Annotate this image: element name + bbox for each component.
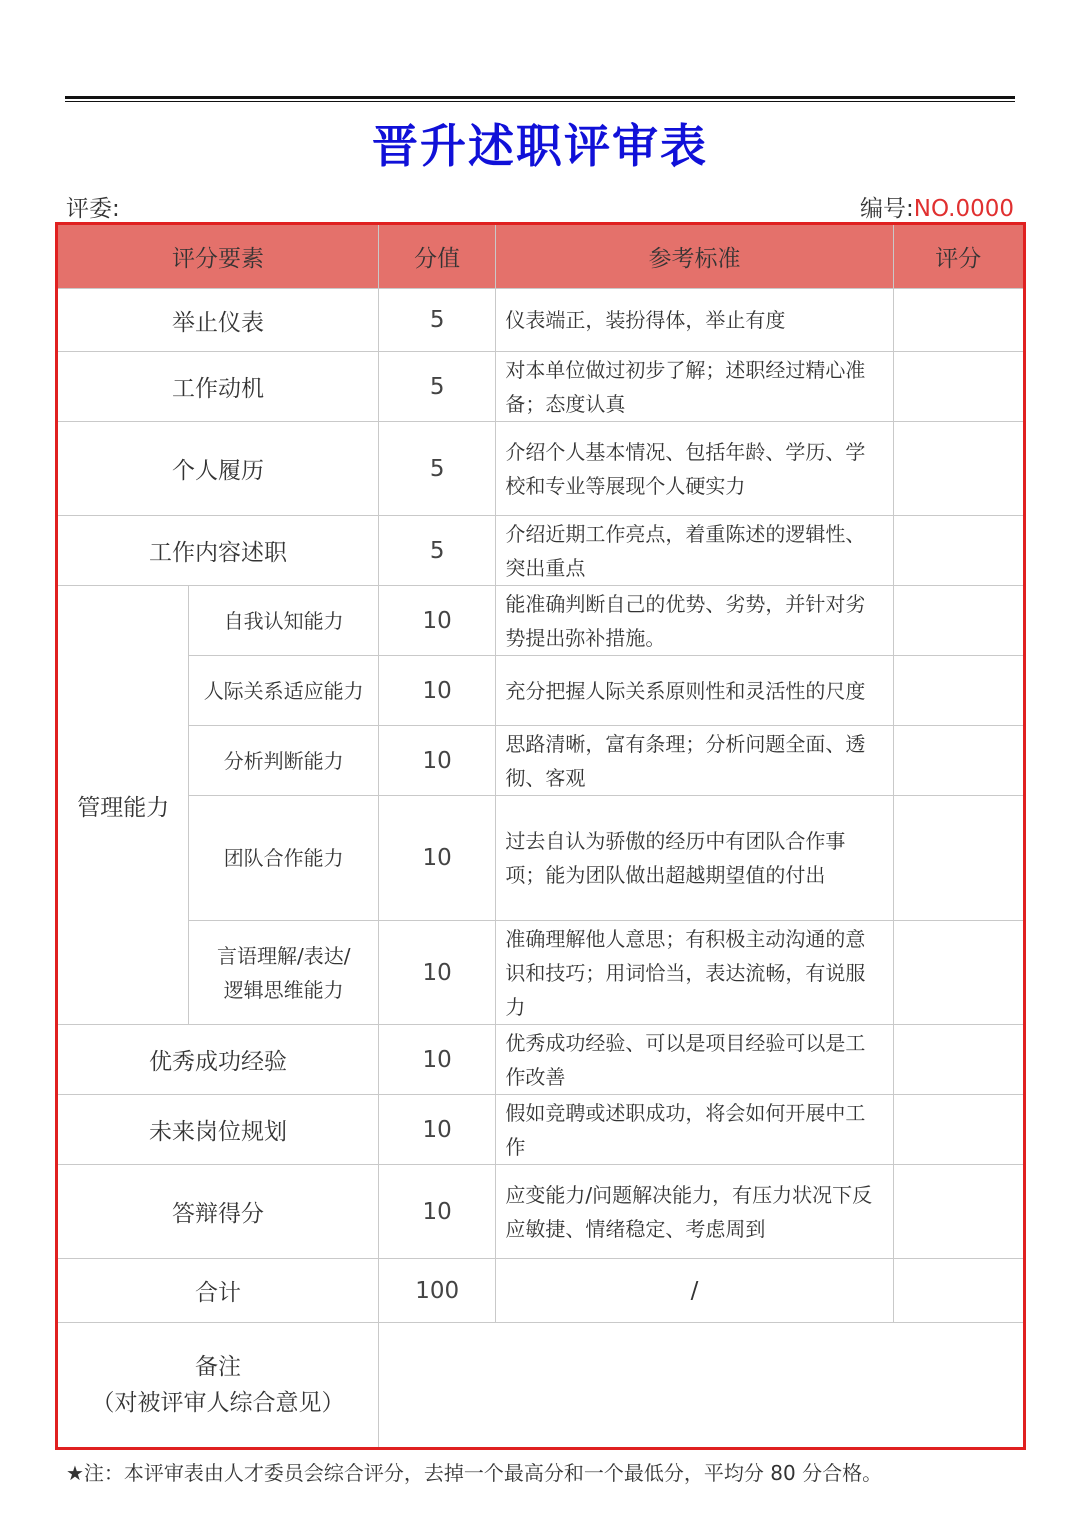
table-row: [57, 1165, 1025, 1259]
top-rule-thick: [65, 96, 1015, 99]
rating-cell[interactable]: [893, 289, 1024, 352]
table-row: [57, 289, 1025, 352]
remark-label: 备注: [194, 1354, 241, 1380]
row-standard: 对本单位做过初步了解；述职经过精心准备；态度认真: [496, 352, 893, 422]
row-standard: 介绍个人基本情况、包括年龄、学历、学校和专业等展现个人硬实力: [496, 422, 893, 516]
row-score: 10: [378, 796, 495, 921]
row-standard: 优秀成功经验、可以是项目经验可以是工作改善: [496, 1025, 893, 1095]
row-standard: 仪表端正，装扮得体，举止有度: [496, 289, 893, 352]
sub-item: 团队合作能力: [189, 796, 379, 921]
row-item: 工作内容述职: [57, 516, 379, 586]
table-header-row: [57, 224, 1025, 289]
form-number: [860, 190, 1014, 223]
number-value: NO.0000: [913, 196, 1014, 222]
total-row: [57, 1259, 1025, 1323]
row-item: 举止仪表: [57, 289, 379, 352]
row-standard: 应变能力/问题解决能力，有压力状况下反应敏捷、情绪稳定、考虑周到: [496, 1165, 893, 1259]
total-standard: /: [496, 1259, 893, 1323]
column-header-rating: 评分: [893, 224, 1024, 289]
reviewer-label: 评委:: [66, 196, 120, 222]
table-row: [57, 726, 1025, 796]
rating-cell[interactable]: [893, 796, 1024, 921]
row-item: 工作动机: [57, 352, 379, 422]
rating-cell[interactable]: [893, 726, 1024, 796]
row-score: 5: [378, 289, 495, 352]
row-score: 5: [378, 422, 495, 516]
column-header-score: 分值: [378, 224, 495, 289]
remark-label-cell: [57, 1323, 379, 1449]
rating-cell[interactable]: [893, 352, 1024, 422]
row-score: 10: [378, 921, 495, 1025]
sub-item: 人际关系适应能力: [189, 656, 379, 726]
rating-cell[interactable]: [893, 586, 1024, 656]
row-standard: 准确理解他人意思；有积极主动沟通的意识和技巧；用词恰当，表达流畅，有说服力: [496, 921, 893, 1025]
row-score: 10: [378, 656, 495, 726]
reviewer-field: [66, 190, 368, 223]
sub-item: 分析判断能力: [189, 726, 379, 796]
remark-sublabel: （对被评审人综合意见）: [91, 1390, 345, 1416]
management-ability-label: 管理能力: [57, 586, 189, 1025]
row-score: 10: [378, 586, 495, 656]
table-row: [57, 352, 1025, 422]
row-item: 未来岗位规划: [57, 1095, 379, 1165]
row-score: 10: [378, 1095, 495, 1165]
sub-item: 言语理解/表达/逻辑思维能力: [189, 921, 379, 1025]
table-row: [57, 586, 1025, 656]
rating-cell[interactable]: [893, 1259, 1024, 1323]
row-item: 优秀成功经验: [57, 1025, 379, 1095]
top-rule-thin: [65, 101, 1015, 102]
table-row: [57, 422, 1025, 516]
row-item: 答辩得分: [57, 1165, 379, 1259]
table-row: [57, 1095, 1025, 1165]
row-standard: 能准确判断自己的优势、劣势，并针对劣势提出弥补措施。: [496, 586, 893, 656]
table-row: [57, 1025, 1025, 1095]
table-row: [57, 921, 1025, 1025]
row-score: 10: [378, 1025, 495, 1095]
rating-cell[interactable]: [893, 1165, 1024, 1259]
row-score: 5: [378, 516, 495, 586]
row-standard: 充分把握人际关系原则性和灵活性的尺度: [496, 656, 893, 726]
rating-cell[interactable]: [893, 656, 1024, 726]
table-row: [57, 516, 1025, 586]
sub-item: 自我认知能力: [189, 586, 379, 656]
total-score: 100: [378, 1259, 495, 1323]
review-table: [55, 222, 1026, 1450]
rating-cell[interactable]: [893, 422, 1024, 516]
table-row: [57, 796, 1025, 921]
rating-cell[interactable]: [893, 1095, 1024, 1165]
row-score: 5: [378, 352, 495, 422]
number-label: 编号:: [860, 196, 914, 222]
reviewer-blank-line[interactable]: [126, 197, 368, 223]
rating-cell[interactable]: [893, 1025, 1024, 1095]
rating-cell[interactable]: [893, 516, 1024, 586]
column-header-standard: 参考标准: [496, 224, 893, 289]
remark-row: [57, 1323, 1025, 1449]
column-header-item: 评分要素: [57, 224, 379, 289]
row-score: 10: [378, 1165, 495, 1259]
row-standard: 思路清晰，富有条理；分析问题全面、透彻、客观: [496, 726, 893, 796]
table-row: [57, 656, 1025, 726]
total-label: 合计: [57, 1259, 379, 1323]
footnote: ★注：本评审表由人才委员会综合评分，去掉一个最高分和一个最低分，平均分 80 分合格。: [66, 1461, 883, 1485]
row-standard: 过去自认为骄傲的经历中有团队合作事项；能为团队做出超越期望值的付出: [496, 796, 893, 921]
row-score: 10: [378, 726, 495, 796]
row-standard: 介绍近期工作亮点，着重陈述的逻辑性、突出重点: [496, 516, 893, 586]
rating-cell[interactable]: [893, 921, 1024, 1025]
page-title: 晋升述职评审表: [372, 119, 708, 173]
remark-input-cell[interactable]: [378, 1323, 1024, 1449]
row-standard: 假如竞聘或述职成功，将会如何开展中工作: [496, 1095, 893, 1165]
row-item: 个人履历: [57, 422, 379, 516]
